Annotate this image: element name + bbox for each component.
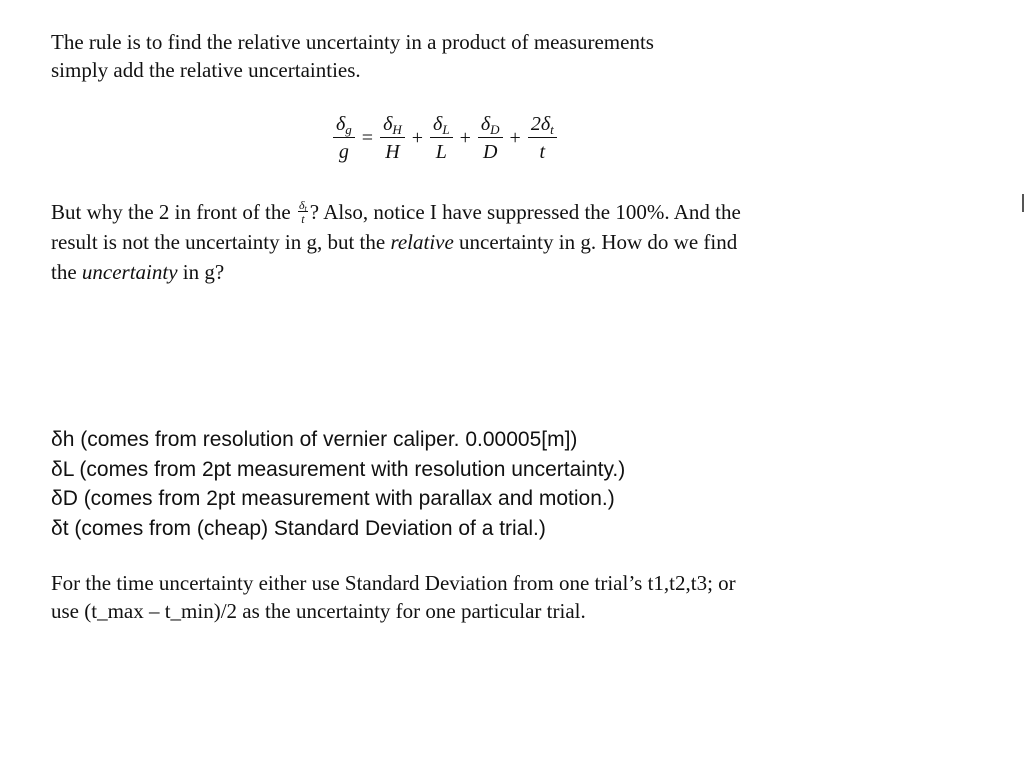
question-line-3: the uncertainty in g? (51, 260, 225, 285)
plus-sign: + (459, 126, 471, 149)
time-note-line-1: For the time uncertainty either use Standard Deviation from one trial’s t1,t2,t3; or (51, 571, 736, 595)
equals-sign: = (361, 126, 374, 149)
l-term-fraction: $\frac{\delta_L}{L}$ (430, 113, 453, 163)
uncertainty-sources-list (51, 425, 871, 543)
list-item: δD (comes from 2pt measurement with parallax and motion.) (51, 487, 615, 510)
list-item: δh (comes from resolution of vernier caliper. 0.00005[m]) (51, 428, 578, 451)
list-item: δL (comes from 2pt measurement with resolution uncertainty.) (51, 457, 626, 481)
question-paragraph (51, 197, 871, 287)
time-note-paragraph (51, 569, 871, 625)
time-note-line-2: use (t_max – t_min)/2 as the uncertainty for one particular trial. (51, 599, 586, 623)
t-term-fraction: $\frac{2\delta_t}{t}$ (528, 113, 557, 163)
question-line-1: But why the 2 in front of the $\frac{\delta_t}{t}$ ? Also, notice I have suppressed the 100%. And the (51, 198, 741, 227)
d-term-fraction: $\frac{\delta_D}{D}$ (478, 113, 503, 163)
inline-dt-over-t-fraction: $\frac{\delta_t}{t}$ (298, 198, 307, 227)
plus-sign: + (509, 126, 521, 149)
h-term-fraction: $\frac{\delta_H}{H}$ (380, 113, 405, 163)
intro-paragraph (51, 28, 871, 84)
list-item: δt (comes from (cheap) Standard Deviation of a trial.) (51, 516, 546, 540)
uncertainty-equation (330, 108, 560, 168)
intro-line-2: simply add the relative uncertainties. (51, 58, 361, 82)
question-line-2: result is not the uncertainty in g, but the relative uncertainty in g. How do we find (51, 230, 738, 255)
intro-line-1: The rule is to find the relative uncertainty in a product of measurements (51, 30, 654, 54)
plus-sign: + (411, 126, 424, 149)
lhs-fraction: $\frac{\delta_g}{g}$ (333, 113, 355, 163)
